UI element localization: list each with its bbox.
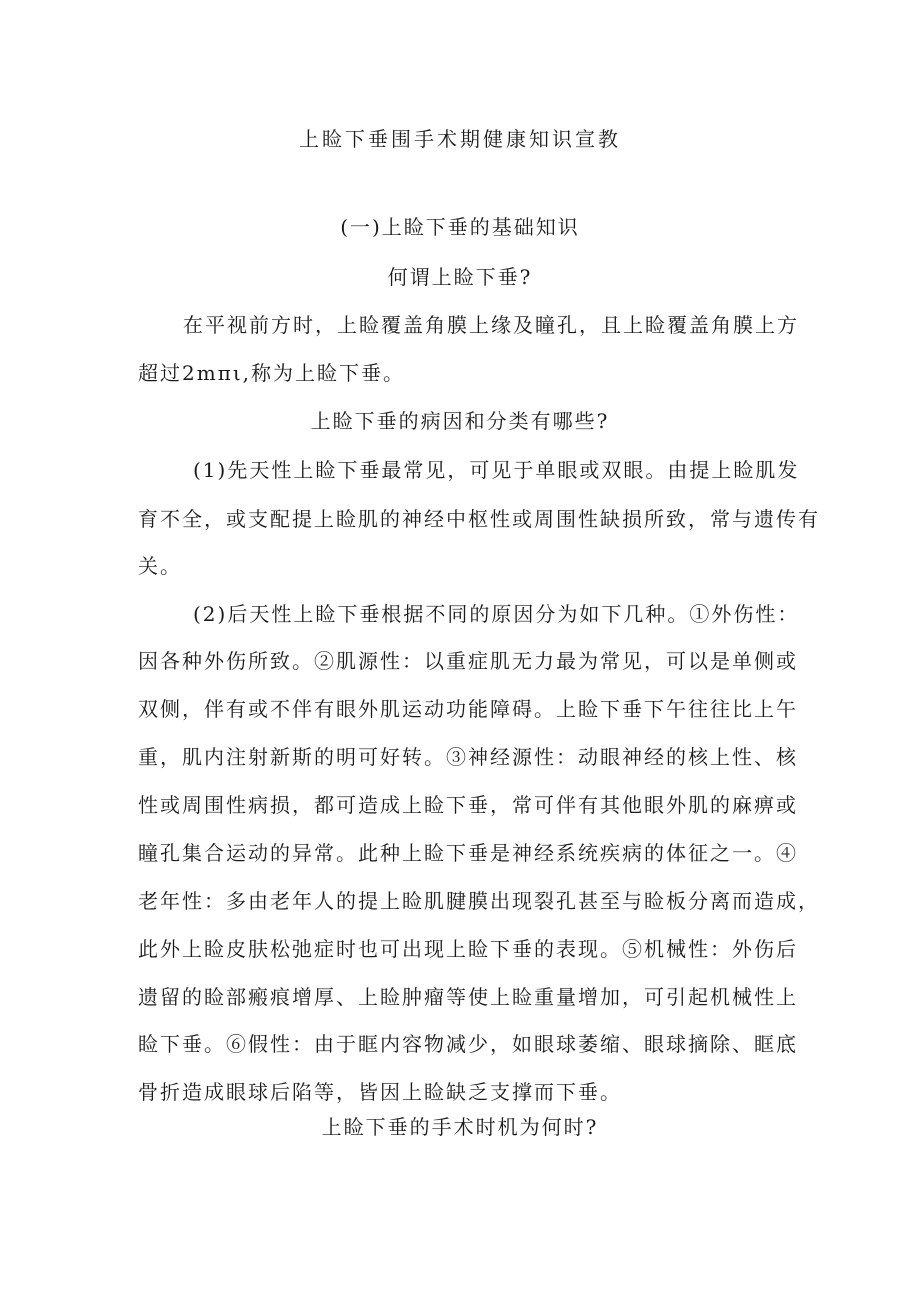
- paragraph-3-line-6: 瞳孔集合运动的异常。此种上睑下垂是神经系统疾病的体征之一。④: [138, 841, 798, 865]
- document-title: 上睑下垂围手术期健康知识宣教: [299, 127, 621, 151]
- paragraph-3-line-11: 骨折造成眼球后陷等，皆因上睑缺乏支撑而下垂。: [138, 1080, 622, 1104]
- paragraph-3-line-7: 老年性：多由老年人的提上睑肌腱膜出现裂孔甚至与睑板分离而造成，: [138, 889, 820, 913]
- paragraph-2-line-1: (1)先天性上睑下垂最常见，可见于单眼或双眼。由提上睑肌发: [193, 458, 800, 482]
- paragraph-3-line-4: 重，肌内注射新斯的明可好转。③神经源性：动眼神经的核上性、核: [138, 745, 798, 769]
- question-heading-1: 何谓上睑下垂?: [387, 265, 533, 289]
- paragraph-3-line-3: 双侧，伴有或不伴有眼外肌运动功能障碍。上睑下垂下午往往比上午: [138, 697, 798, 721]
- paragraph-3-line-1: (2)后天性上睑下垂根据不同的原因分为如下几种。①外伤性：: [193, 602, 800, 626]
- question-heading-2: 上睑下垂的病因和分类有哪些?: [310, 409, 610, 433]
- paragraph-3-line-9: 遗留的睑部瘢痕增厚、上睑肿瘤等使上睑重量增加，可引起机械性上: [138, 985, 798, 1009]
- paragraph-1-line-2: 超过2mπι,称为上睑下垂。: [138, 361, 406, 385]
- paragraph-3-line-5: 性或周围性病损，都可造成上睑下垂，常可伴有其他眼外肌的麻痹或: [138, 793, 798, 817]
- paragraph-3-line-2: 因各种外伤所致。②肌源性：以重症肌无力最为常见，可以是单侧或: [138, 649, 798, 673]
- paragraph-2-line-2: 育不全，或支配提上睑肌的神经中枢性或周围性缺损所致，常与遗传有: [138, 507, 820, 531]
- question-heading-3: 上睑下垂的手术时机为何时?: [321, 1115, 599, 1139]
- paragraph-1-line-1: 在平视前方时，上睑覆盖角膜上缘及瞳孔，且上睑覆盖角膜上方: [183, 313, 799, 337]
- paragraph-2-line-3: 关。: [138, 554, 182, 578]
- section-heading: (一)上睑下垂的基础知识: [340, 215, 580, 239]
- paragraph-3-line-8: 此外上睑皮肤松弛症时也可出现上睑下垂的表现。⑤机械性：外伤后: [138, 937, 798, 961]
- paragraph-3-line-10: 睑下垂。⑥假性：由于眶内容物减少，如眼球萎缩、眼球摘除、眶底: [138, 1032, 798, 1056]
